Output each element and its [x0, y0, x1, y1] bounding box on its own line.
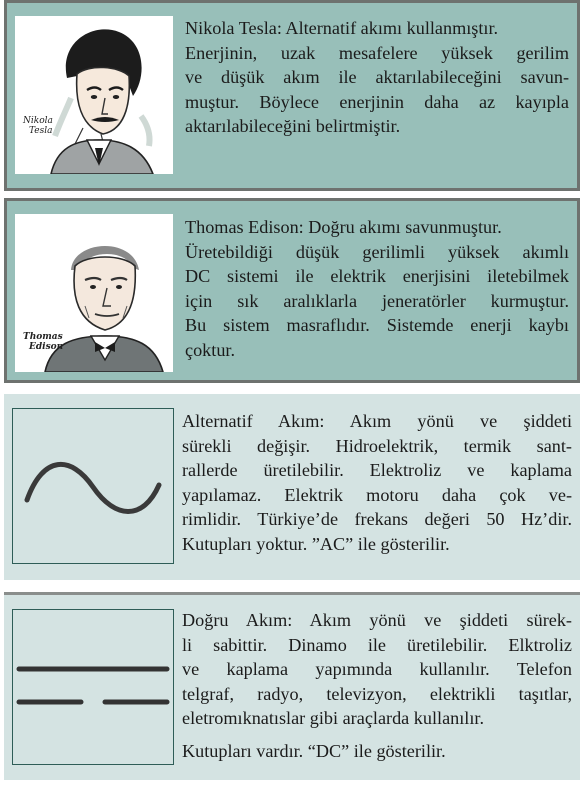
text-line: Kutupları yoktur. ”AC” ile gösterilir.	[182, 533, 450, 554]
text-line: Doğru Akım: Akım yönü ve şiddeti sürek-	[182, 610, 572, 630]
text-line: Alternatif Akım: Akım yönü ve şiddeti	[182, 411, 572, 431]
caption-line: Edison	[29, 342, 64, 352]
edison-portrait-caption	[23, 332, 63, 352]
ac-symbol	[12, 408, 174, 564]
dc-lines-icon	[13, 610, 173, 764]
text-line: rallerde üretilebilir. Elektroliz ve kaplama	[182, 460, 572, 481]
text-line: telgraf, radyo, televizyon, elektrikli taşıtlar,	[182, 683, 572, 704]
text-line: muştur. Böylece enerjinin daha az kayıpla	[185, 91, 569, 112]
ac-card	[4, 394, 580, 580]
tesla-card	[4, 0, 580, 191]
caption-line: Thomas	[23, 332, 63, 342]
text-line: Bu sistem masraflıdır. Sistemde enerji kaybı	[185, 315, 569, 336]
tesla-portrait	[15, 16, 173, 174]
caption-line: Nikola	[23, 116, 53, 126]
dc-card	[4, 592, 580, 780]
text-line: çoktur.	[185, 339, 236, 360]
text-line: ve kaplama yapımında kullanılır. Telefon	[182, 659, 572, 680]
dc-symbol	[12, 609, 174, 765]
caption-line: Tesla	[29, 126, 53, 136]
sine-wave-icon	[13, 409, 173, 563]
edison-card	[4, 198, 580, 383]
edison-portrait	[15, 214, 173, 372]
ac-description	[182, 409, 572, 557]
text-line: için sık aralıklarla jeneratörler kurmuştur.	[185, 290, 569, 311]
tesla-description	[185, 16, 569, 139]
text-line: DC sistemi ile elektrik enerjisini iletebilmek	[185, 266, 569, 287]
text-line: Nikola Tesla: Alternatif akımı kullanmıştır.	[185, 18, 499, 38]
text-line: sürekli değişir. Hidroelektrik, termik sant-	[182, 435, 572, 456]
text-line: Üretebildiği düşük gerilimli yüksek akımlı	[185, 241, 569, 262]
tesla-portrait-caption	[23, 116, 53, 136]
text-line: eletromıknatıslar gibi araçlarda kullanılır.	[182, 708, 485, 729]
text-line: Kutupları vardır. “DC” ile gösterilir.	[182, 740, 446, 761]
text-line: rimlidir. Türkiye’de frekans değeri 50 Hz’dir.	[182, 509, 572, 530]
edison-description	[185, 215, 569, 363]
dc-description	[182, 608, 572, 764]
text-line: aktarılabileceğini belirtmiştir.	[185, 116, 401, 137]
text-line: Enerjinin, uzak mesafelere yüksek gerilim	[185, 42, 569, 63]
text-line: Thomas Edison: Doğru akımı savunmuştur.	[185, 217, 502, 237]
text-line: li sabittir. Dinamo ile üretilebilir. Elktroliz	[182, 634, 572, 655]
text-line: ve düşük akım ile aktarılabileceğini savun-	[185, 67, 569, 88]
text-line: yapılamaz. Elektrik motoru daha çok ve-	[182, 484, 572, 505]
